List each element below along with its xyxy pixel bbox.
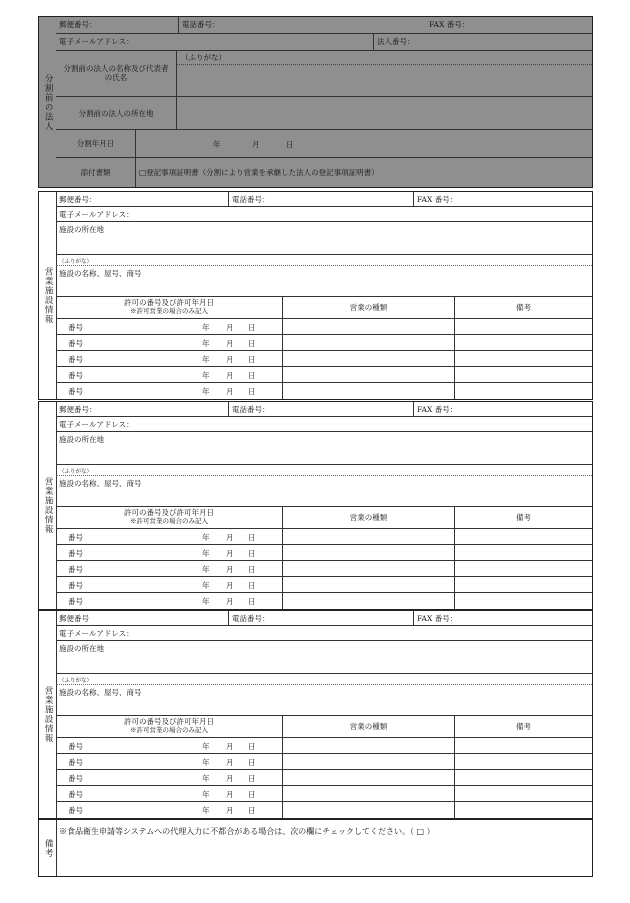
type-header: 営業の種類 bbox=[282, 507, 454, 528]
business-type-field[interactable] bbox=[282, 593, 454, 609]
corp-contact-row bbox=[56, 17, 592, 34]
facility-furigana-row bbox=[56, 674, 592, 685]
corp-name-label: 分割前の法人の名称及び代表者の氏名 bbox=[63, 63, 169, 82]
remarks-field[interactable] bbox=[454, 593, 592, 609]
corp-phone-field[interactable]: 電話番号： bbox=[178, 17, 426, 33]
facility-furigana-row bbox=[56, 255, 592, 266]
facility-fax-field[interactable]: FAX 番号： bbox=[413, 192, 592, 206]
business-type-field[interactable] bbox=[282, 754, 454, 769]
permit-row bbox=[56, 383, 592, 399]
permit-number-field[interactable]: 番号 年 月 日 bbox=[68, 565, 256, 574]
corp-furigana-line: （ふりがな） bbox=[177, 51, 592, 65]
permit-number-field[interactable]: 番号 年 月 日 bbox=[68, 806, 256, 815]
facility-contact-row bbox=[56, 192, 592, 207]
facility-phone-field[interactable]: 電話番号： bbox=[228, 192, 413, 206]
facility-furigana-field[interactable]: （ふりがな） bbox=[59, 678, 93, 684]
facility-location-row bbox=[56, 432, 592, 465]
permit-row bbox=[56, 319, 592, 335]
remarks-field[interactable] bbox=[454, 754, 592, 769]
permit-number-field[interactable]: 番号 年 月 日 bbox=[68, 355, 256, 364]
facility-postal-field[interactable]: 郵便番号： bbox=[59, 195, 97, 204]
facility-email-row bbox=[56, 207, 592, 222]
permit-number-field[interactable]: 番号 年 月 日 bbox=[68, 323, 256, 332]
business-type-field[interactable] bbox=[282, 561, 454, 576]
facility-section bbox=[38, 401, 593, 610]
remarks-field[interactable] bbox=[454, 738, 592, 753]
permit-number-field[interactable]: 番号 年 月 日 bbox=[68, 581, 256, 590]
permit-number-field[interactable]: 番号 年 月 日 bbox=[68, 371, 256, 380]
business-type-field[interactable] bbox=[282, 770, 454, 785]
facility-email-field[interactable]: 電子メールアドレス： bbox=[59, 420, 134, 429]
perm-header: 許可の番号及び許可年月日 ※許可営業の場合のみ記入 bbox=[124, 717, 214, 735]
corp-email-row bbox=[56, 34, 592, 51]
remarks-field[interactable] bbox=[454, 351, 592, 366]
facility-side-label: 営業施設情報 bbox=[39, 192, 57, 399]
corp-name-row bbox=[56, 51, 592, 97]
permit-row bbox=[56, 561, 592, 577]
remarks-field[interactable] bbox=[454, 786, 592, 801]
facility-location-field[interactable]: 施設の所在地 bbox=[59, 435, 104, 444]
facility-postal-field[interactable]: 郵便番号 bbox=[59, 614, 89, 623]
remarks-field[interactable] bbox=[454, 319, 592, 334]
facility-perm-header-row bbox=[56, 716, 592, 738]
facility-fax-field[interactable]: FAX 番号： bbox=[413, 611, 592, 625]
corp-date-row bbox=[56, 130, 592, 158]
permit-number-field[interactable]: 番号 年 月 日 bbox=[68, 387, 256, 396]
remarks-field[interactable] bbox=[454, 367, 592, 382]
business-type-field[interactable] bbox=[282, 383, 454, 399]
remarks-field[interactable] bbox=[454, 802, 592, 818]
date-nen: 年 bbox=[213, 140, 221, 149]
remarks-field[interactable] bbox=[454, 545, 592, 560]
type-header: 営業の種類 bbox=[282, 716, 454, 737]
facility-email-field[interactable]: 電子メールアドレス： bbox=[59, 629, 134, 638]
corp-attach-label: 添付書類 bbox=[80, 168, 111, 177]
corp-attach-row bbox=[56, 158, 592, 187]
facility-name-row bbox=[56, 266, 592, 297]
facility-name-row bbox=[56, 476, 592, 507]
business-type-field[interactable] bbox=[282, 738, 454, 753]
facility-fax-field[interactable]: FAX 番号： bbox=[413, 402, 592, 416]
facility-perm-header-row bbox=[56, 297, 592, 319]
remarks-field[interactable] bbox=[454, 561, 592, 576]
facility-side-label: 営業施設情報 bbox=[39, 611, 57, 818]
permit-number-field[interactable]: 番号 年 月 日 bbox=[68, 533, 256, 542]
corp-name-field[interactable] bbox=[176, 51, 592, 96]
remarks-header: 備考 bbox=[454, 297, 592, 318]
corp-address-label: 分割前の法人の所在地 bbox=[78, 108, 154, 118]
facility-name-row bbox=[56, 685, 592, 716]
permit-row bbox=[56, 577, 592, 593]
facility-contact-row bbox=[56, 611, 592, 626]
facility-furigana-field[interactable]: （ふりがな） bbox=[59, 259, 93, 265]
permit-row bbox=[56, 545, 592, 561]
facility-email-field[interactable]: 電子メールアドレス： bbox=[59, 210, 134, 219]
facility-postal-field[interactable]: 郵便番号： bbox=[59, 405, 97, 414]
facility-section bbox=[38, 191, 593, 400]
facility-furigana-field[interactable]: （ふりがな） bbox=[59, 469, 93, 475]
business-type-field[interactable] bbox=[282, 529, 454, 544]
corp-before-side-label: 分割前の法人 bbox=[39, 17, 57, 187]
business-type-field[interactable] bbox=[282, 351, 454, 366]
date-hi: 日 bbox=[286, 140, 294, 149]
facility-location-field[interactable]: 施設の所在地 bbox=[59, 225, 104, 234]
remarks-side-label: 備考 bbox=[39, 820, 57, 876]
permit-row bbox=[56, 802, 592, 818]
facility-name-field[interactable]: 施設の名称、屋号、商号 bbox=[59, 688, 142, 697]
facility-location-row bbox=[56, 641, 592, 674]
facility-location-field[interactable]: 施設の所在地 bbox=[59, 644, 104, 653]
permit-number-field[interactable]: 番号 年 月 日 bbox=[68, 339, 256, 348]
corp-before-section bbox=[38, 16, 593, 188]
permit-number-field[interactable]: 番号 年 月 日 bbox=[68, 774, 256, 783]
facility-contact-row bbox=[56, 402, 592, 417]
permit-row bbox=[56, 593, 592, 609]
remarks-field[interactable] bbox=[454, 529, 592, 544]
permit-row bbox=[56, 754, 592, 770]
facility-phone-field[interactable]: 電話番号： bbox=[228, 402, 413, 416]
business-type-field[interactable] bbox=[282, 802, 454, 818]
remarks-section bbox=[38, 819, 593, 877]
perm-header: 許可の番号及び許可年月日 ※許可営業の場合のみ記入 bbox=[124, 508, 214, 526]
permit-row bbox=[56, 351, 592, 367]
corp-address-row bbox=[56, 97, 592, 130]
remarks-field[interactable] bbox=[454, 577, 592, 592]
corp-date-label: 分割年月日 bbox=[76, 139, 115, 148]
facility-section bbox=[38, 610, 593, 819]
corp-date-field[interactable] bbox=[135, 130, 592, 157]
date-tsuki: 月 bbox=[252, 140, 260, 149]
permit-row bbox=[56, 786, 592, 802]
corp-postal-field[interactable]: 郵便番号： bbox=[59, 20, 97, 29]
facility-phone-field[interactable]: 電話番号： bbox=[228, 611, 413, 625]
facility-perm-header-row bbox=[56, 507, 592, 529]
corp-number-field[interactable]: 法人番号： bbox=[373, 34, 592, 50]
permit-row bbox=[56, 770, 592, 786]
remarks-field[interactable] bbox=[56, 837, 592, 876]
permit-number-field[interactable]: 番号 年 月 日 bbox=[68, 758, 256, 767]
remarks-header: 備考 bbox=[454, 716, 592, 737]
remarks-field[interactable] bbox=[454, 383, 592, 399]
permit-row bbox=[56, 367, 592, 383]
corp-email-field[interactable]: 電子メールアドレス： bbox=[59, 37, 134, 46]
remarks-field[interactable] bbox=[454, 335, 592, 350]
remarks-text: ※食品衛生申請等システムへの代理入力に不都合がある場合は、次の欄にチェックしてください。（ □ ） bbox=[59, 827, 435, 836]
permit-row bbox=[56, 335, 592, 351]
remarks-field[interactable] bbox=[454, 770, 592, 785]
facility-name-field[interactable]: 施設の名称、屋号、商号 bbox=[59, 479, 142, 488]
remarks-header: 備考 bbox=[454, 507, 592, 528]
facility-email-row bbox=[56, 626, 592, 641]
facility-name-field[interactable]: 施設の名称、屋号、商号 bbox=[59, 269, 142, 278]
permit-number-field[interactable]: 番号 年 月 日 bbox=[68, 597, 256, 606]
corp-attach-field[interactable]: □登記事項証明書（分割により営業を承継した法人の登記事項証明書） bbox=[135, 158, 592, 187]
business-type-field[interactable] bbox=[282, 335, 454, 350]
type-header: 営業の種類 bbox=[282, 297, 454, 318]
facility-location-row bbox=[56, 222, 592, 255]
business-type-field[interactable] bbox=[282, 367, 454, 382]
facility-email-row bbox=[56, 417, 592, 432]
permit-number-field[interactable]: 番号 年 月 日 bbox=[68, 742, 256, 751]
corp-address-field[interactable] bbox=[176, 97, 592, 129]
permit-number-field[interactable]: 番号 年 月 日 bbox=[68, 790, 256, 799]
business-type-field[interactable] bbox=[282, 577, 454, 592]
business-type-field[interactable] bbox=[282, 319, 454, 334]
permit-row bbox=[56, 529, 592, 545]
corp-fax-field[interactable]: FAX 番号： bbox=[429, 20, 470, 29]
business-type-field[interactable] bbox=[282, 545, 454, 560]
perm-header: 許可の番号及び許可年月日 ※許可営業の場合のみ記入 bbox=[124, 298, 214, 316]
business-type-field[interactable] bbox=[282, 786, 454, 801]
facility-furigana-row bbox=[56, 465, 592, 476]
permit-row bbox=[56, 738, 592, 754]
facility-side-label: 営業施設情報 bbox=[39, 402, 57, 609]
permit-number-field[interactable]: 番号 年 月 日 bbox=[68, 549, 256, 558]
